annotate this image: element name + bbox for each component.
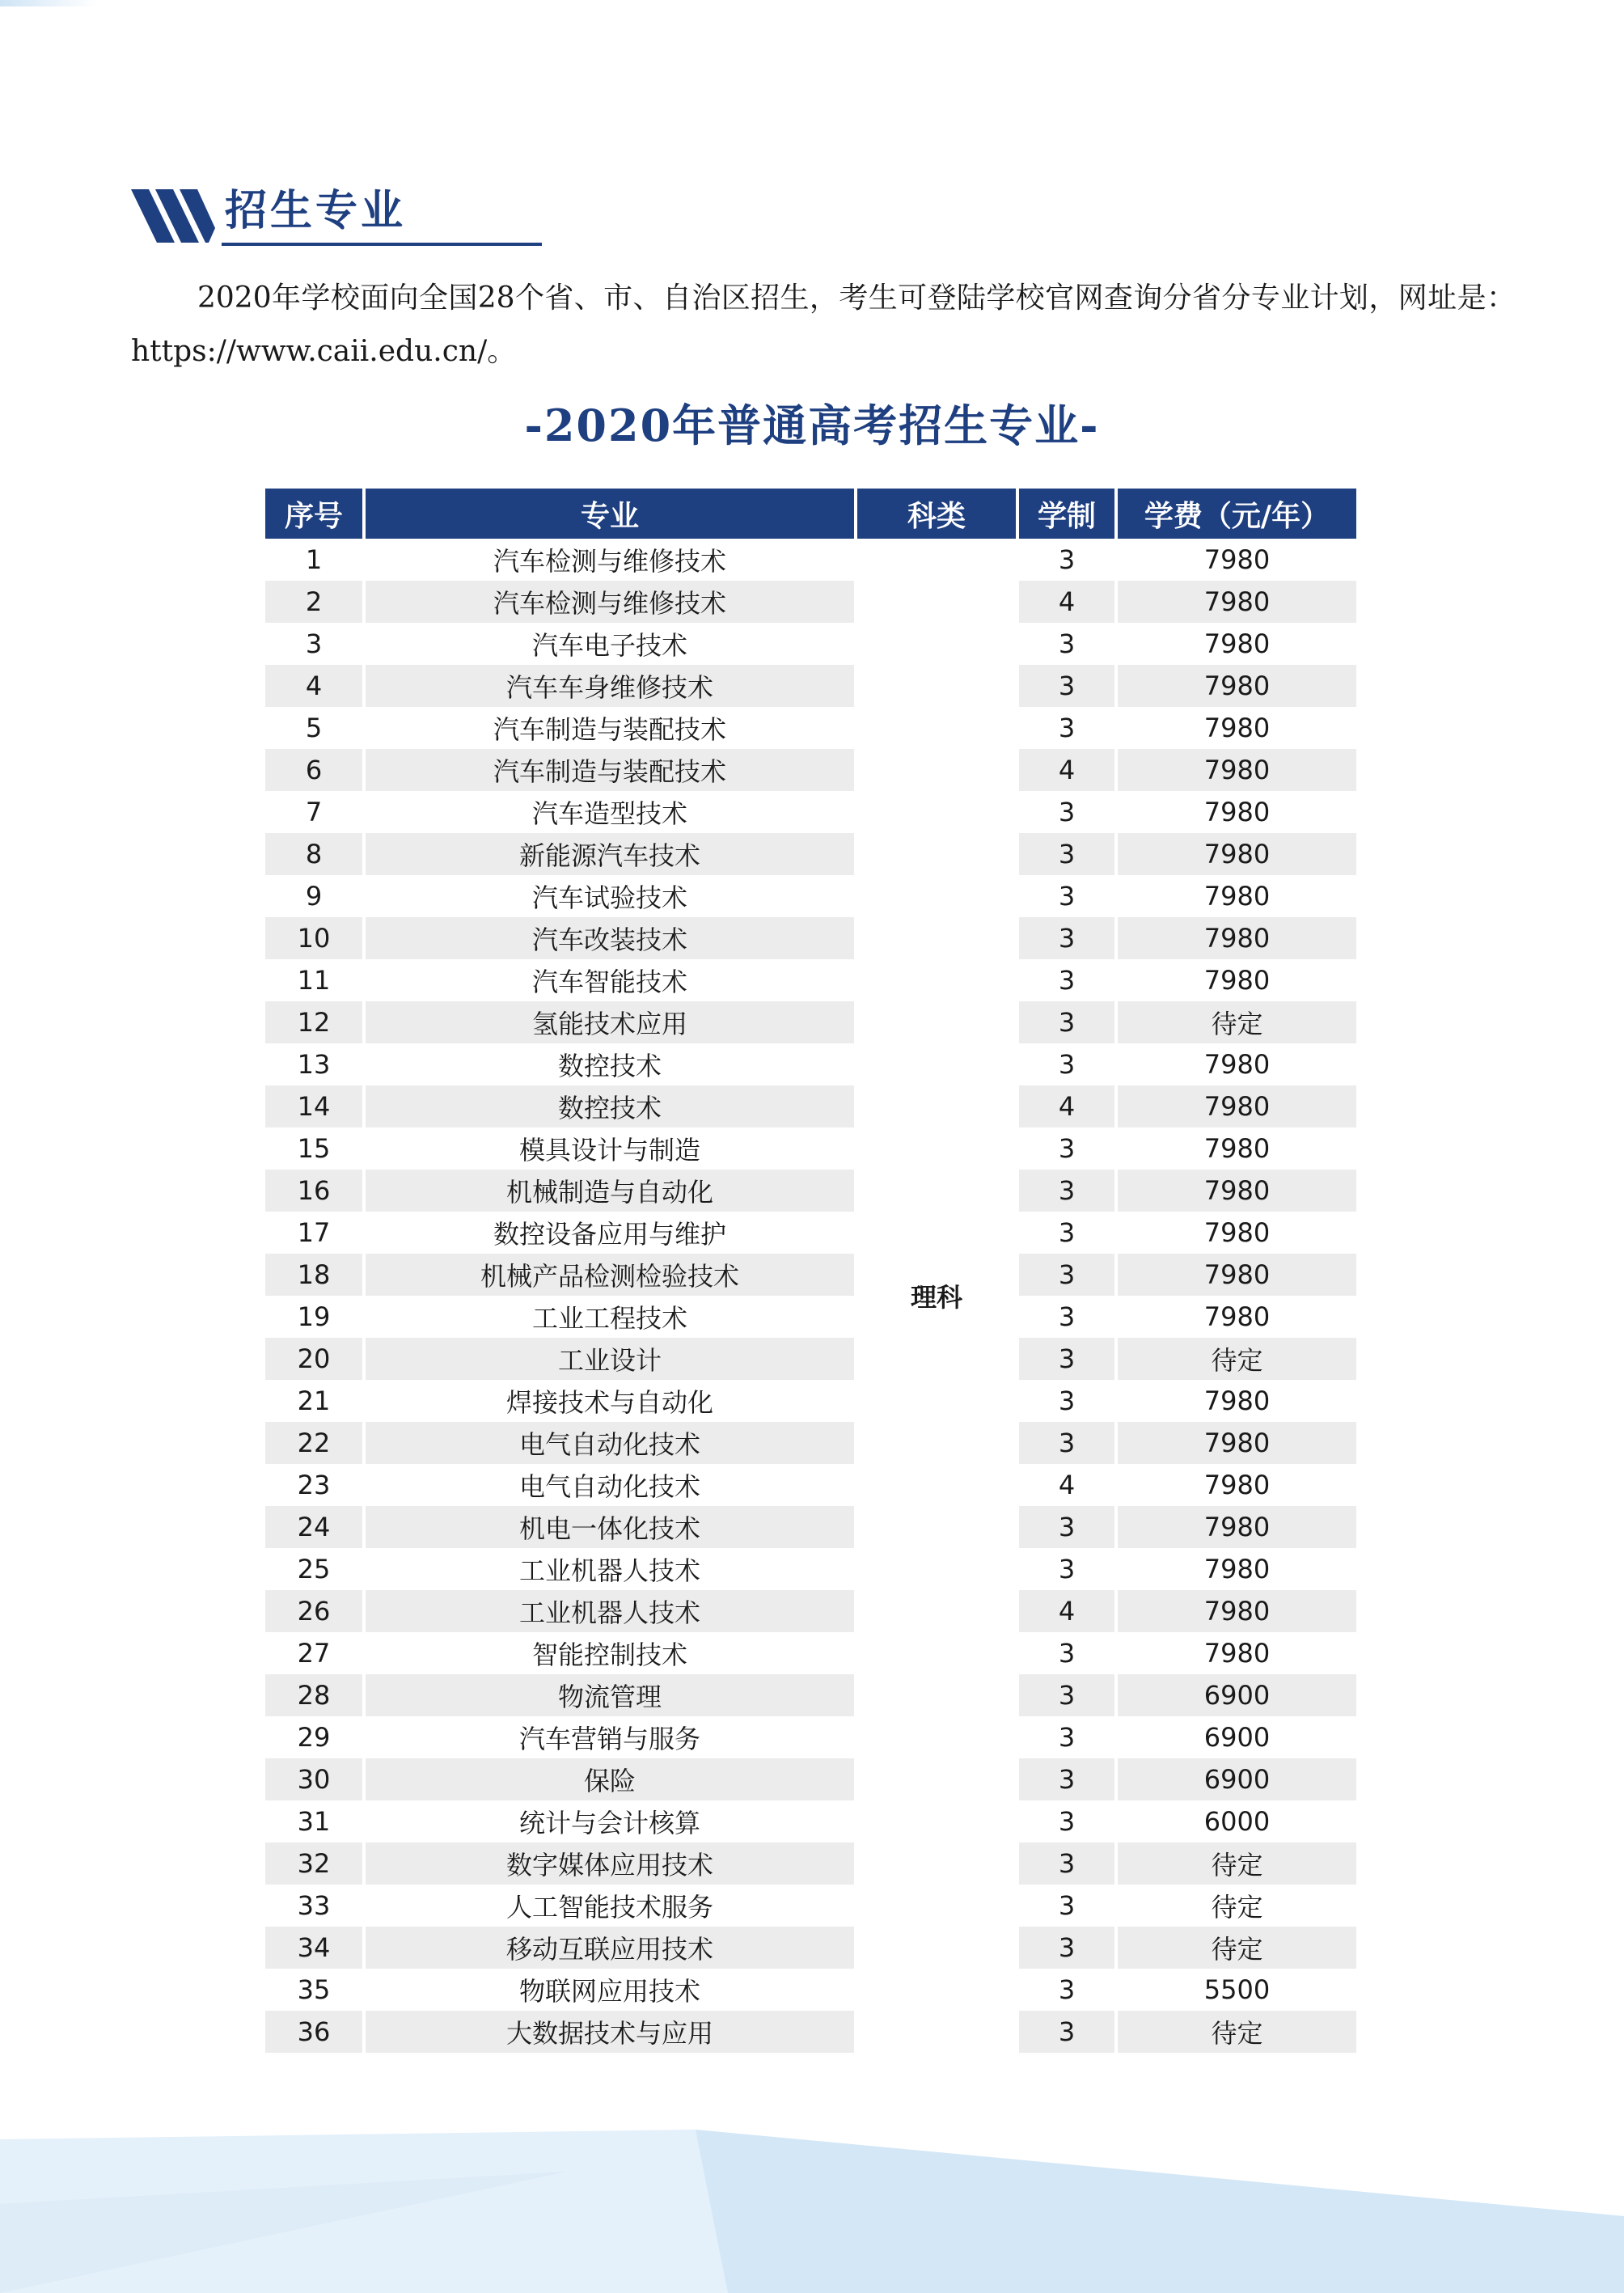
table-row [265,917,1356,959]
header-fee: 学费（元/年） [1116,489,1356,539]
row-duration-cell: 3 [1017,1254,1116,1296]
header-major: 专业 [364,489,856,539]
row-major-cell: 工业工程技术 [364,1296,856,1338]
table-row [265,707,1356,749]
row-duration-cell: 4 [1017,1464,1116,1506]
row-duration-cell: 3 [1017,1001,1116,1043]
row-major-cell: 焊接技术与自动化 [364,1380,856,1422]
row-fee-cell: 待定 [1116,1001,1356,1043]
row-index-cell: 36 [265,2011,364,2053]
table-row [265,1464,1356,1506]
row-major-cell: 汽车检测与维修技术 [364,581,856,623]
row-major-cell: 汽车检测与维修技术 [364,539,856,581]
row-fee-cell: 待定 [1116,2011,1356,2053]
row-duration-cell: 3 [1017,917,1116,959]
row-index-cell: 31 [265,1800,364,1842]
table-row [265,791,1356,833]
row-major-cell: 汽车制造与装配技术 [364,707,856,749]
row-major-cell: 汽车改装技术 [364,917,856,959]
row-major-cell: 电气自动化技术 [364,1464,856,1506]
row-index-cell: 4 [265,665,364,707]
section-header [131,184,422,246]
row-duration-cell: 3 [1017,1296,1116,1338]
row-duration-cell: 3 [1017,1212,1116,1254]
table-row [265,1212,1356,1254]
row-fee-cell: 5500 [1116,1969,1356,2011]
table-row [265,875,1356,917]
row-index-cell: 1 [265,539,364,581]
row-major-cell: 大数据技术与应用 [364,2011,856,2053]
row-duration-cell: 3 [1017,959,1116,1001]
row-fee-cell: 7980 [1116,707,1356,749]
table-row [265,1254,1356,1296]
row-fee-cell: 6900 [1116,1674,1356,1716]
table-row [265,1043,1356,1085]
row-index-cell: 29 [265,1716,364,1758]
row-fee-cell: 7980 [1116,1170,1356,1212]
table-row [265,1296,1356,1338]
table-row [265,1885,1356,1927]
table-row [265,1800,1356,1842]
row-fee-cell: 7980 [1116,1548,1356,1590]
row-major-cell: 汽车营销与服务 [364,1716,856,1758]
header-index: 序号 [265,489,364,539]
row-index-cell: 7 [265,791,364,833]
row-index-cell: 22 [265,1422,364,1464]
row-duration-cell: 3 [1017,1422,1116,1464]
table-row [265,539,1356,581]
row-index-cell: 35 [265,1969,364,2011]
row-fee-cell: 7980 [1116,539,1356,581]
row-duration-cell: 3 [1017,707,1116,749]
table-row [265,1338,1356,1380]
row-index-cell: 10 [265,917,364,959]
table-row [265,1927,1356,1969]
row-duration-cell: 4 [1017,1590,1116,1632]
row-major-cell: 数控技术 [364,1085,856,1127]
row-fee-cell: 7980 [1116,1254,1356,1296]
table-row [265,749,1356,791]
row-fee-cell: 6900 [1116,1716,1356,1758]
table-row [265,1170,1356,1212]
row-index-cell: 9 [265,875,364,917]
row-major-cell: 新能源汽车技术 [364,833,856,875]
row-duration-cell: 3 [1017,2011,1116,2053]
majors-table [265,489,1356,2053]
row-major-cell: 工业机器人技术 [364,1548,856,1590]
table-row [265,623,1356,665]
row-index-cell: 27 [265,1632,364,1674]
row-major-cell: 模具设计与制造 [364,1127,856,1170]
row-index-cell: 15 [265,1127,364,1170]
row-duration-cell: 3 [1017,1758,1116,1800]
row-major-cell: 机械制造与自动化 [364,1170,856,1212]
row-fee-cell: 7980 [1116,1506,1356,1548]
row-major-cell: 数控设备应用与维护 [364,1212,856,1254]
table-row [265,1674,1356,1716]
row-duration-cell: 4 [1017,1085,1116,1127]
row-fee-cell: 7980 [1116,875,1356,917]
row-index-cell: 14 [265,1085,364,1127]
row-duration-cell: 3 [1017,1969,1116,2011]
row-index-cell: 19 [265,1296,364,1338]
row-major-cell: 工业机器人技术 [364,1590,856,1632]
table-row [265,1969,1356,2011]
row-fee-cell: 7980 [1116,917,1356,959]
table-row [265,959,1356,1001]
row-duration-cell: 3 [1017,1170,1116,1212]
table-row [265,1001,1356,1043]
row-duration-cell: 3 [1017,1380,1116,1422]
row-fee-cell: 7980 [1116,1212,1356,1254]
row-duration-cell: 3 [1017,1800,1116,1842]
row-fee-cell: 7980 [1116,1085,1356,1127]
table-row [265,1842,1356,1885]
row-index-cell: 6 [265,749,364,791]
row-index-cell: 3 [265,623,364,665]
row-major-cell: 物流管理 [364,1674,856,1716]
row-index-cell: 24 [265,1506,364,1548]
section-title-underline [222,243,542,246]
row-duration-cell: 3 [1017,1716,1116,1758]
row-fee-cell: 7980 [1116,1380,1356,1422]
row-major-cell: 汽车造型技术 [364,791,856,833]
row-duration-cell: 3 [1017,1674,1116,1716]
header-category: 科类 [856,489,1017,539]
table-row [265,1716,1356,1758]
intro-paragraph: 2020年学校面向全国28个省、市、自治区招生，考生可登陆学校官网查询分省分专业计划，网址是：https://www.caii.edu.cn/。 [131,281,1516,368]
category-cell: 理科 [856,539,1017,2053]
top-accent-decoration [0,0,97,6]
row-duration-cell: 3 [1017,833,1116,875]
row-duration-cell: 3 [1017,623,1116,665]
row-index-cell: 23 [265,1464,364,1506]
row-major-cell: 智能控制技术 [364,1632,856,1674]
row-fee-cell: 待定 [1116,1927,1356,1969]
row-fee-cell: 待定 [1116,1338,1356,1380]
section-title: 招生专业 [225,186,407,235]
row-duration-cell: 3 [1017,791,1116,833]
row-major-cell: 机械产品检测检验技术 [364,1254,856,1296]
table-row [265,665,1356,707]
row-major-cell: 汽车电子技术 [364,623,856,665]
row-fee-cell: 7980 [1116,833,1356,875]
table-row [265,1422,1356,1464]
row-index-cell: 5 [265,707,364,749]
row-duration-cell: 3 [1017,875,1116,917]
row-duration-cell: 4 [1017,581,1116,623]
table-row [265,833,1356,875]
row-fee-cell: 7980 [1116,749,1356,791]
row-index-cell: 16 [265,1170,364,1212]
row-major-cell: 汽车车身维修技术 [364,665,856,707]
table-heading: -2020年普通高考招生专业- [524,400,1100,451]
row-index-cell: 2 [265,581,364,623]
row-major-cell: 统计与会计核算 [364,1800,856,1842]
table-row [265,1380,1356,1422]
row-duration-cell: 3 [1017,1338,1116,1380]
row-duration-cell: 3 [1017,1127,1116,1170]
row-fee-cell: 待定 [1116,1885,1356,1927]
row-major-cell: 移动互联应用技术 [364,1927,856,1969]
diagonal-stripes-logo-icon [131,189,215,243]
row-duration-cell: 3 [1017,1632,1116,1674]
row-fee-cell: 7980 [1116,623,1356,665]
table-row [265,581,1356,623]
row-index-cell: 12 [265,1001,364,1043]
row-duration-cell: 3 [1017,1927,1116,1969]
table-row [265,1085,1356,1127]
table-row [265,1758,1356,1800]
row-fee-cell: 待定 [1116,1842,1356,1885]
header-duration: 学制 [1017,489,1116,539]
row-duration-cell: 4 [1017,749,1116,791]
row-fee-cell: 6900 [1116,1758,1356,1800]
row-duration-cell: 3 [1017,1842,1116,1885]
row-index-cell: 21 [265,1380,364,1422]
row-duration-cell: 3 [1017,1043,1116,1085]
table-row [265,1506,1356,1548]
row-fee-cell: 6000 [1116,1800,1356,1842]
row-major-cell: 氢能技术应用 [364,1001,856,1043]
row-major-cell: 保险 [364,1758,856,1800]
row-index-cell: 34 [265,1927,364,1969]
majors-table-wrapper [265,489,1356,2053]
row-index-cell: 17 [265,1212,364,1254]
table-row [265,1548,1356,1590]
row-major-cell: 汽车制造与装配技术 [364,749,856,791]
row-major-cell: 汽车试验技术 [364,875,856,917]
table-body [265,539,1356,2053]
table-row [265,1632,1356,1674]
row-fee-cell: 7980 [1116,1043,1356,1085]
row-index-cell: 32 [265,1842,364,1885]
row-index-cell: 13 [265,1043,364,1085]
table-header-row [265,489,1356,539]
row-major-cell: 汽车智能技术 [364,959,856,1001]
row-major-cell: 电气自动化技术 [364,1422,856,1464]
bottom-wave-decoration [0,2083,1624,2293]
row-duration-cell: 3 [1017,665,1116,707]
row-major-cell: 工业设计 [364,1338,856,1380]
row-fee-cell: 7980 [1116,1590,1356,1632]
row-fee-cell: 7980 [1116,581,1356,623]
row-duration-cell: 3 [1017,1506,1116,1548]
row-index-cell: 20 [265,1338,364,1380]
row-fee-cell: 7980 [1116,791,1356,833]
row-fee-cell: 7980 [1116,665,1356,707]
row-fee-cell: 7980 [1116,1632,1356,1674]
row-major-cell: 机电一体化技术 [364,1506,856,1548]
table-row [265,1127,1356,1170]
row-fee-cell: 7980 [1116,1127,1356,1170]
row-major-cell: 人工智能技术服务 [364,1885,856,1927]
row-fee-cell: 7980 [1116,1464,1356,1506]
row-index-cell: 11 [265,959,364,1001]
row-duration-cell: 3 [1017,1885,1116,1927]
row-index-cell: 18 [265,1254,364,1296]
row-index-cell: 33 [265,1885,364,1927]
table-row [265,1590,1356,1632]
row-major-cell: 数字媒体应用技术 [364,1842,856,1885]
row-major-cell: 数控技术 [364,1043,856,1085]
row-index-cell: 26 [265,1590,364,1632]
row-fee-cell: 7980 [1116,1296,1356,1338]
row-duration-cell: 3 [1017,539,1116,581]
row-index-cell: 25 [265,1548,364,1590]
row-major-cell: 物联网应用技术 [364,1969,856,2011]
table-row [265,2011,1356,2053]
row-index-cell: 28 [265,1674,364,1716]
row-fee-cell: 7980 [1116,1422,1356,1464]
row-fee-cell: 7980 [1116,959,1356,1001]
row-duration-cell: 3 [1017,1548,1116,1590]
row-index-cell: 8 [265,833,364,875]
row-index-cell: 30 [265,1758,364,1800]
